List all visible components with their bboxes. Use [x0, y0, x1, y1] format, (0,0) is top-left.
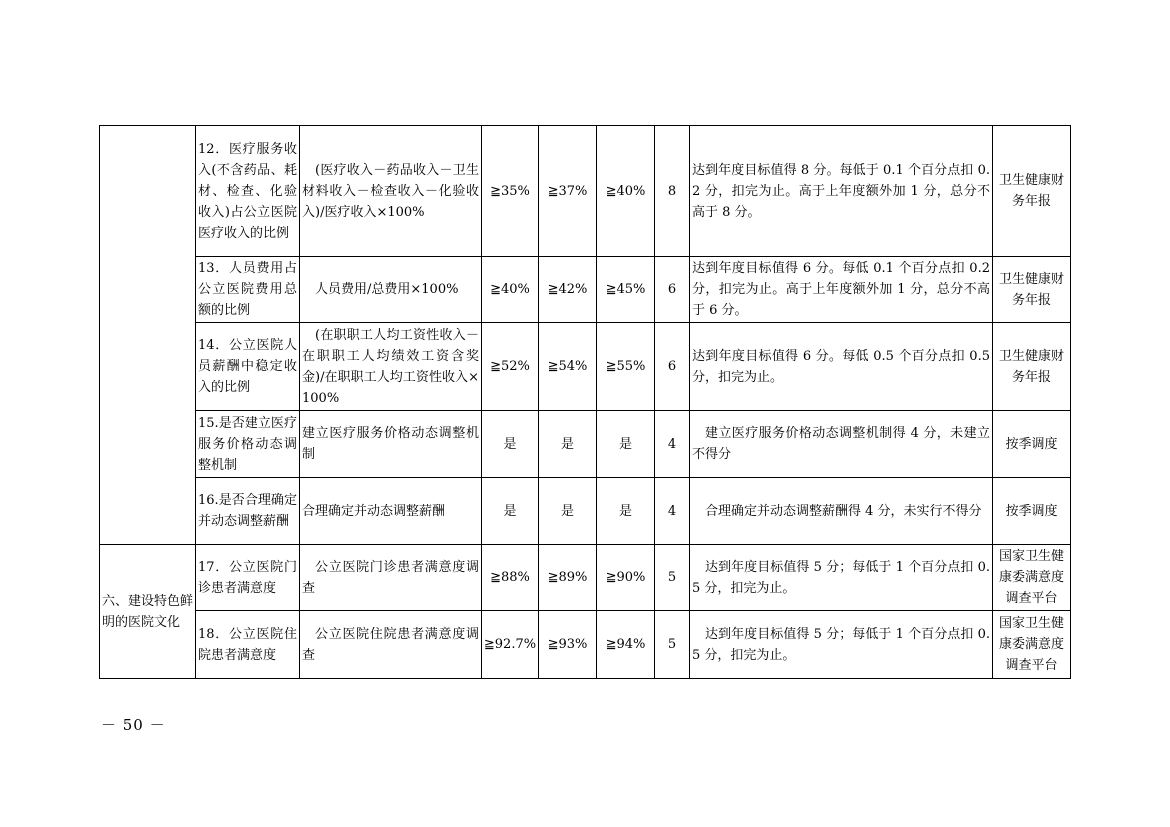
target3-cell: ≧55% — [597, 323, 655, 411]
target2-cell: ≧89% — [539, 545, 597, 611]
target1-cell: ≧40% — [482, 257, 539, 323]
target2-cell: 是 — [539, 478, 597, 545]
score-cell: 4 — [655, 411, 690, 478]
target2-cell: ≧42% — [539, 257, 597, 323]
source-cell: 卫生健康财务年报 — [993, 323, 1071, 411]
score-cell: 6 — [655, 323, 690, 411]
score-cell: 8 — [655, 126, 690, 257]
score-cell: 5 — [655, 545, 690, 611]
target3-cell: ≧94% — [597, 611, 655, 679]
target1-cell: ≧35% — [482, 126, 539, 257]
formula-cell: 合理确定并动态调整薪酬 — [300, 478, 482, 545]
target1-cell: ≧92.7% — [482, 611, 539, 679]
target1-cell: 是 — [482, 478, 539, 545]
method-cell: 达到年度目标值得 8 分。每低于 0.1 个百分点扣 0.2 分，扣完为止。高于上年度额外加 1 分，总分不高于 8 分。 — [690, 126, 993, 257]
target3-cell: 是 — [597, 478, 655, 545]
target3-cell: ≧40% — [597, 126, 655, 257]
table-row — [100, 411, 1071, 478]
indicator-cell: 12．医疗服务收入(不含药品、耗材、检查、化验收入)占公立医院医疗收入的比例 — [196, 126, 300, 257]
table-row — [100, 545, 1071, 611]
method-cell: 达到年度目标值得 6 分。每低 0.1 个百分点扣 0.2 分，扣完为止。高于上年度额外加 1 分，总分不高于 6 分。 — [690, 257, 993, 323]
target3-cell: ≧90% — [597, 545, 655, 611]
source-cell: 卫生健康财务年报 — [993, 257, 1071, 323]
source-cell: 国家卫生健康委满意度调查平台 — [993, 545, 1071, 611]
score-cell: 5 — [655, 611, 690, 679]
table-row — [100, 611, 1071, 679]
page-number: － 50 － — [101, 716, 166, 734]
indicator-cell: 14．公立医院人员薪酬中稳定收入的比例 — [196, 323, 300, 411]
method-cell: 达到年度目标值得 5 分；每低于 1 个百分点扣 0.5 分，扣完为止。 — [690, 545, 993, 611]
score-cell: 6 — [655, 257, 690, 323]
target2-cell: ≧93% — [539, 611, 597, 679]
method-cell: 达到年度目标值得 5 分；每低于 1 个百分点扣 0.5 分，扣完为止。 — [690, 611, 993, 679]
table-row — [100, 257, 1071, 323]
method-cell: 达到年度目标值得 6 分。每低 0.5 个百分点扣 0.5 分，扣完为止。 — [690, 323, 993, 411]
target2-cell: ≧54% — [539, 323, 597, 411]
category-cell-empty — [100, 126, 196, 545]
target3-cell: ≧45% — [597, 257, 655, 323]
target3-cell: 是 — [597, 411, 655, 478]
table-row — [100, 126, 1071, 257]
target2-cell: ≧37% — [539, 126, 597, 257]
category-cell: 六、建设特色鲜明的医院文化 — [100, 545, 196, 679]
indicator-table — [99, 125, 1071, 679]
method-cell: 合理确定并动态调整薪酬得 4 分，未实行不得分 — [690, 478, 993, 545]
table-row — [100, 478, 1071, 545]
indicator-cell: 17．公立医院门诊患者满意度 — [196, 545, 300, 611]
formula-cell: 建立医疗服务价格动态调整机制 — [300, 411, 482, 478]
indicator-cell: 15.是否建立医疗服务价格动态调整机制 — [196, 411, 300, 478]
target1-cell: ≧88% — [482, 545, 539, 611]
target1-cell: ≧52% — [482, 323, 539, 411]
indicator-cell: 13．人员费用占公立医院费用总额的比例 — [196, 257, 300, 323]
indicator-cell: 16.是否合理确定并动态调整薪酬 — [196, 478, 300, 545]
table-row — [100, 323, 1071, 411]
source-cell: 按季调度 — [993, 411, 1071, 478]
target1-cell: 是 — [482, 411, 539, 478]
source-cell: 按季调度 — [993, 478, 1071, 545]
formula-cell: 人员费用/总费用×100% — [300, 257, 482, 323]
method-cell: 建立医疗服务价格动态调整机制得 4 分，未建立不得分 — [690, 411, 993, 478]
score-cell: 4 — [655, 478, 690, 545]
formula-cell: (在职职工人均工资性收入－在职职工人均绩效工资含奖金)/在职职工人均工资性收入×100% — [300, 323, 482, 411]
source-cell: 国家卫生健康委满意度调查平台 — [993, 611, 1071, 679]
formula-cell: 公立医院住院患者满意度调查 — [300, 611, 482, 679]
target2-cell: 是 — [539, 411, 597, 478]
source-cell: 卫生健康财务年报 — [993, 126, 1071, 257]
formula-cell: (医疗收入－药品收入－卫生材料收入－检查收入－化验收入)/医疗收入×100% — [300, 126, 482, 257]
indicator-cell: 18．公立医院住院患者满意度 — [196, 611, 300, 679]
formula-cell: 公立医院门诊患者满意度调查 — [300, 545, 482, 611]
